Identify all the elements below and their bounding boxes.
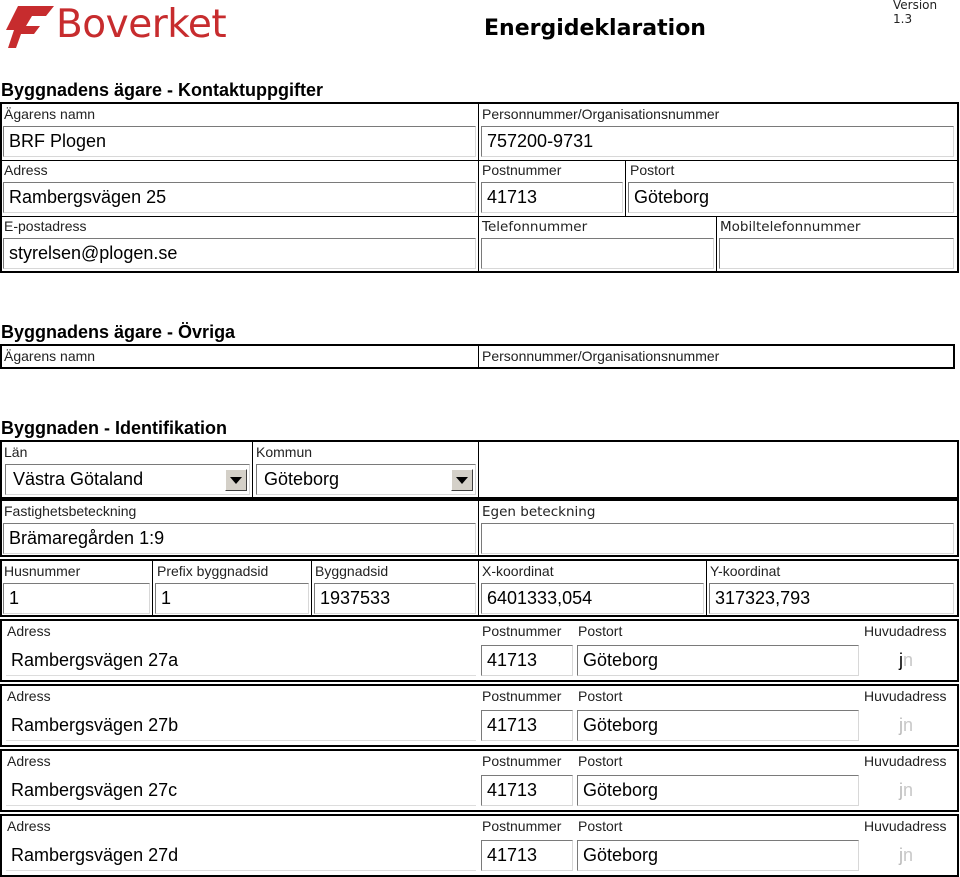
lan-label: Län [4,444,28,460]
building-heading: Byggnaden - Identifikation [1,418,228,438]
fastighet-label: Fastighetsbeteckning [4,503,137,519]
radio-glyph-j: j [899,845,903,865]
radio-glyph-j: j [899,780,903,800]
address-row-postnr-label: Postnummer [482,753,562,769]
address-row-main-label: Huvudadress [864,818,947,834]
owner-email-field[interactable]: styrelsen@plogen.se [3,238,476,269]
owner-email-label: E-postadress [4,218,87,234]
address-row-main-label: Huvudadress [864,623,947,639]
owner-phone-label: Telefonnummer [482,219,588,235]
owner-postnr-field[interactable]: 41713 [481,182,623,213]
owner-contact-heading: Byggnadens ägare - Kontaktuppgifter [1,80,324,100]
husnummer-label: Husnummer [4,563,81,579]
address-row-address-label: Adress [7,623,51,639]
address-row-postort-label: Postort [578,688,623,704]
x-koordinat-field[interactable]: 6401333,054 [481,583,704,614]
logo-wordmark: Boverket [56,2,227,47]
owner-orgnr-field[interactable]: 757200-9731 [481,126,954,157]
y-koordinat-field[interactable]: 317323,793 [709,583,954,614]
address-row-postort-field[interactable]: Göteborg [577,710,859,741]
radio-glyph-j: j [899,650,903,670]
byggnadsid-field[interactable]: 1937533 [314,583,476,614]
kommun-select-value: Göteborg [264,469,340,489]
boverket-logo [6,2,227,54]
document-title: Energideklaration [484,16,706,41]
address-row-postort-label: Postort [578,753,623,769]
kommun-select[interactable] [256,464,476,495]
owner-address-label: Adress [4,162,48,178]
owner-postort-label: Postort [630,162,675,178]
radio-glyph-n: n [903,780,914,800]
address-row-postnr-label: Postnummer [482,623,562,639]
address-row-postnr-label: Postnummer [482,818,562,834]
owner-orgnr-label: Personnummer/Organisationsnummer [482,106,720,122]
address-row-address-field[interactable]: Rambergsvägen 27d [6,840,476,871]
address-row-main-label: Huvudadress [864,753,947,769]
address-row-postnr-field[interactable]: 41713 [481,840,573,871]
main-address-radio[interactable] [899,780,913,801]
address-row-address-field[interactable]: Rambergsvägen 27a [6,645,476,676]
address-row-address-field[interactable]: Rambergsvägen 27b [6,710,476,741]
egen-beteckning-field[interactable] [481,523,954,554]
address-row-postnr-field[interactable]: 41713 [481,645,573,676]
husnummer-field[interactable]: 1 [3,583,150,614]
owner-name-field[interactable]: BRF Plogen [3,126,476,157]
address-row-address-label: Adress [7,753,51,769]
address-row-postort-label: Postort [578,818,623,834]
address-row-postnr-field[interactable]: 41713 [481,710,573,741]
lan-dropdown-arrow-icon[interactable] [225,469,247,491]
radio-glyph-n: n [903,845,914,865]
boverket-logo-mark [6,4,62,52]
main-address-radio[interactable] [899,845,913,866]
y-koordinat-label: Y-koordinat [710,563,781,579]
lan-select-value: Västra Götaland [13,469,144,489]
x-koordinat-label: X-koordinat [482,563,554,579]
owner-other-name-label: Ägarens namn [4,348,96,364]
kommun-dropdown-arrow-icon[interactable] [451,469,473,491]
owner-mobile-field[interactable] [719,238,954,269]
owner-mobile-label: Mobiltelefonnummer [720,219,861,235]
owner-phone-field[interactable] [481,238,714,269]
owner-other-orgnr-label: Personnummer/Organisationsnummer [482,348,720,364]
radio-glyph-n: n [903,650,914,670]
main-address-radio[interactable] [899,715,913,736]
prefix-field[interactable]: 1 [155,583,309,614]
address-row-address-label: Adress [7,818,51,834]
radio-glyph-n: n [903,715,914,735]
owner-other-heading: Byggnadens ägare - Övriga [1,322,236,342]
address-row-postort-label: Postort [578,623,623,639]
owner-name-label: Ägarens namn [4,106,96,122]
address-row-postnr-label: Postnummer [482,688,562,704]
prefix-label: Prefix byggnadsid [157,563,269,579]
address-row-postnr-field[interactable]: 41713 [481,775,573,806]
owner-postort-field[interactable]: Göteborg [628,182,954,213]
address-row-postort-field[interactable]: Göteborg [577,775,859,806]
fastighet-field[interactable]: Brämaregården 1:9 [3,523,476,554]
address-row-postort-field[interactable]: Göteborg [577,645,859,676]
egen-beteckning-label: Egen beteckning [482,504,596,520]
radio-glyph-j: j [899,715,903,735]
address-row-postort-field[interactable]: Göteborg [577,840,859,871]
main-address-radio[interactable] [899,650,913,671]
lan-select[interactable] [5,464,250,495]
address-row-address-field[interactable]: Rambergsvägen 27c [6,775,476,806]
version-label: Version 1.3 [893,0,938,26]
owner-postnr-label: Postnummer [482,162,562,178]
address-row-main-label: Huvudadress [864,688,947,704]
kommun-label: Kommun [256,444,313,460]
owner-address-field[interactable]: Rambergsvägen 25 [3,182,476,213]
address-row-address-label: Adress [7,688,51,704]
byggnadsid-label: Byggnadsid [315,563,389,579]
